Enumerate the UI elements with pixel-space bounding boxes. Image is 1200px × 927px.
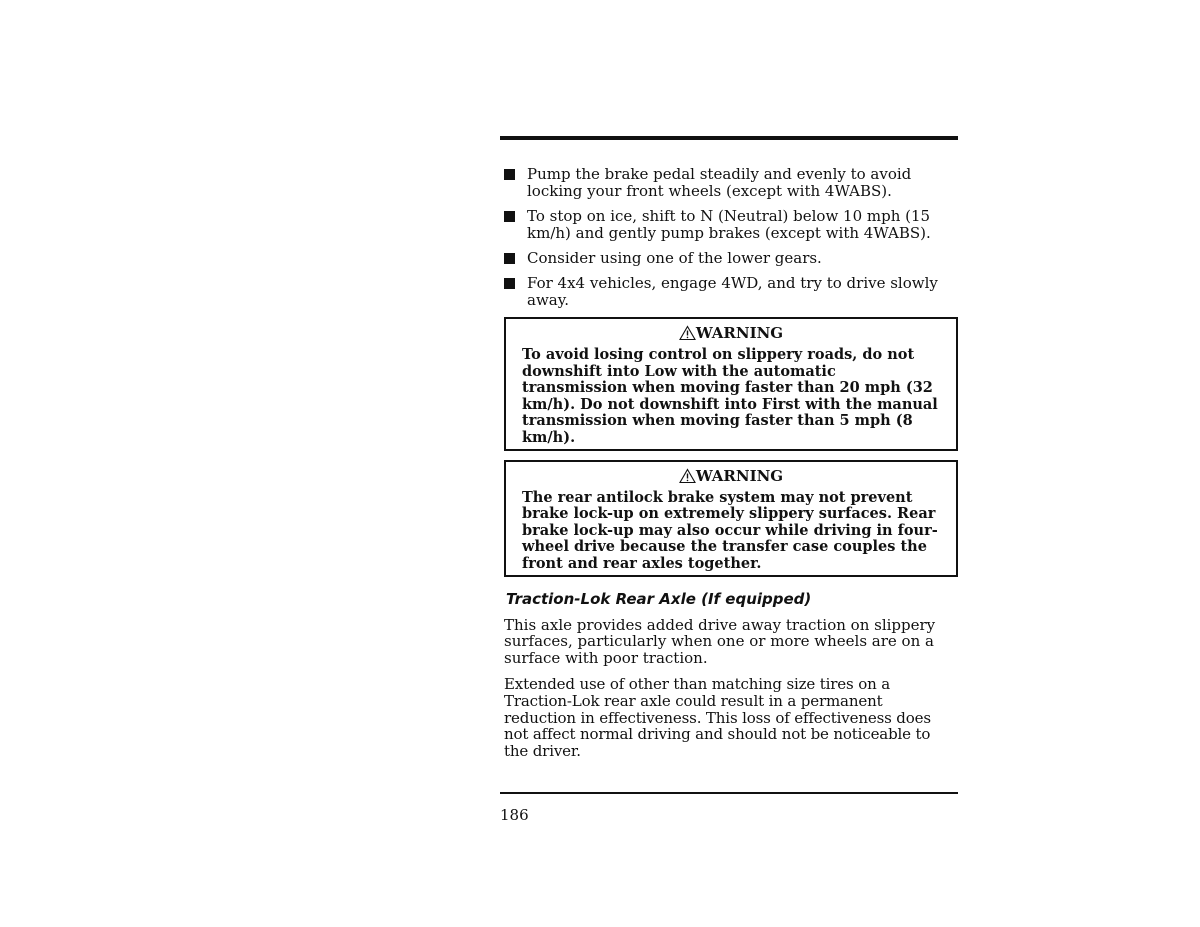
- square-bullet-icon: [504, 169, 515, 180]
- list-item: [504, 208, 958, 242]
- list-item: [504, 250, 958, 267]
- list-item-text: For 4x4 vehicles, engage 4WD, and try to drive slowly away.: [527, 274, 938, 309]
- warning-box: [504, 460, 958, 577]
- warning-text: The rear antilock brake system may not prevent brake lock-up on extremely slippery surfaces. Rear brake lock-up may also occur while driving in four-wheel drive because the transfer case couples the front and rear axles together.: [522, 488, 938, 572]
- list-item-text: To stop on ice, shift to N (Neutral) below 10 mph (15 km/h) and gently pump brakes (except with 4WABS).: [527, 207, 931, 242]
- list-item: [504, 275, 958, 309]
- warning-header: [522, 466, 940, 486]
- square-bullet-icon: [504, 211, 515, 222]
- section-heading: Traction-Lok Rear Axle (If equipped): [506, 589, 812, 608]
- list-item-text: Consider using one of the lower gears.: [527, 249, 822, 267]
- warning-triangle-icon: [679, 325, 696, 341]
- body-paragraph: This axle provides added drive away traction on slippery surfaces, particularly when one or more wheels are on a surface with poor traction.: [504, 615, 936, 668]
- warning-text: To avoid losing control on slippery roads, do not downshift into Low with the automatic transmission when moving faster than 20 mph (32 km/h). Do not downshift into First with the manual transmission when moving faster than 5 mph (8 km/h).: [522, 346, 938, 446]
- list-item-text: Pump the brake pedal steadily and evenly to avoid locking your front wheels (except with 4WABS).: [527, 165, 912, 200]
- page-content: [504, 166, 958, 769]
- top-rule: [500, 136, 958, 140]
- page-number: 186: [500, 806, 529, 824]
- list-item: [504, 166, 958, 200]
- warning-header: [522, 323, 940, 343]
- square-bullet-icon: [504, 278, 515, 289]
- warning-title: WARNING: [695, 466, 784, 485]
- body-paragraph: Extended use of other than matching size tires on a Traction-Lok rear axle could result in a permanent reduction in effectiveness. This loss of effectiveness does not affect normal driving and should not be noticeable to the driver.: [504, 674, 931, 761]
- warning-title: WARNING: [695, 324, 784, 342]
- bottom-rule: [500, 792, 958, 794]
- warning-triangle-icon: [679, 468, 696, 484]
- square-bullet-icon: [504, 253, 515, 264]
- tips-list: [504, 166, 958, 309]
- warning-box: [504, 317, 958, 451]
